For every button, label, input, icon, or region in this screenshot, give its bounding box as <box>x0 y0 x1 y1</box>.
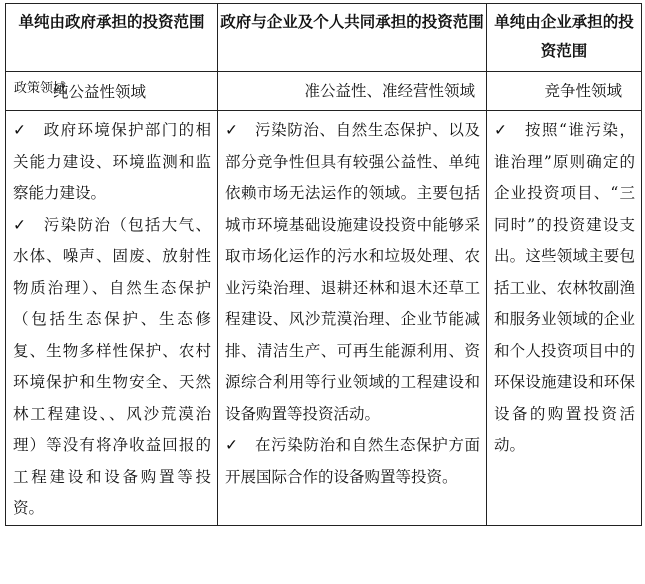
policy-field-label: 政策领域 <box>14 81 67 96</box>
header-government-only: 单纯由政府承担的投资范围 <box>6 4 218 72</box>
header-shared: 政府与企业及个人共同承担的投资范围 <box>218 4 487 72</box>
subheader-col3: 竞争性领域 <box>487 72 642 111</box>
item-text: 污染防治、自然生态保护、以及部分竞争性但具有较强公益性、单纯依赖市场无法运作的领域。主要包括城市环境基础设施建设投资中能够采取市场化运作的污水和垃圾处理、农业污染治理、退耕还林和退木还草工程建设、风沙荒漠治理、企业节能减排、清洁生产、可再生能源利用、资源综合利用等行业领域的工程建设和设备购置等投资活动。 <box>225 121 480 423</box>
content-enterprise-only <box>487 111 642 526</box>
check-icon: ✓ <box>13 215 26 234</box>
subheader-col1 <box>6 72 218 111</box>
content-shared <box>218 111 487 526</box>
header-row <box>6 4 642 72</box>
check-icon: ✓ <box>13 121 26 139</box>
list-item <box>225 115 480 430</box>
content-government-only <box>6 111 218 526</box>
list-item <box>13 115 211 210</box>
content-row <box>6 111 642 526</box>
list-item <box>494 115 635 462</box>
check-icon: ✓ <box>225 436 238 454</box>
item-text: 按照“谁污染，谁治理”原则确定的企业投资项目、“三同时”的投资建设支出。这些领域主要包括工业、农林牧副渔和服务业领域的企业和个人投资项目中的环保设施建设和环保设备的购置投资活动。 <box>494 121 635 454</box>
item-text: 政府环境保护部门的相关能力建设、环境监测和监察能力建设。 <box>13 121 211 202</box>
list-item <box>225 430 480 493</box>
check-icon: ✓ <box>494 121 507 139</box>
subheader-row <box>6 72 642 111</box>
list-item <box>13 210 211 525</box>
item-text: 污染防治（包括大气、水体、噪声、固废、放射性物质治理）、自然生态保护（包括生态保护、生态修复、生物多样性保护、农村环境保护和生物安全、天然林工程建设、、风沙荒漠治理）等没有将净收益回报的工程建设和设备购置等投资。 <box>13 215 211 517</box>
header-enterprise-only: 单纯由企业承担的投资范围 <box>487 4 642 72</box>
item-text: 在污染防治和自然生态保护方面开展国际合作的设备购置等投资。 <box>225 436 480 486</box>
pure-public-welfare-label: 纯公益性领域 <box>53 83 147 101</box>
investment-scope-table <box>5 3 642 526</box>
subheader-col2: 准公益性、准经营性领域 <box>218 72 487 111</box>
check-icon: ✓ <box>225 121 238 139</box>
